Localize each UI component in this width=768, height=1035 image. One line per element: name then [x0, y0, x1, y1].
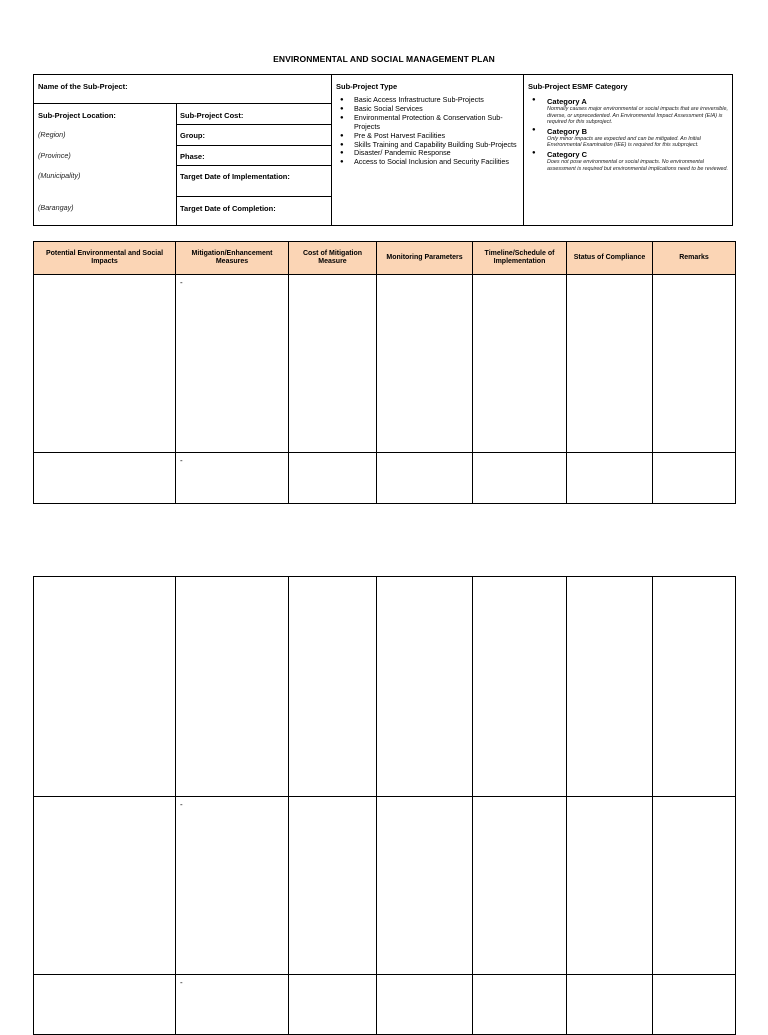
table-cell[interactable]: [377, 453, 473, 504]
phase-label: Phase:: [180, 152, 205, 161]
category-c-name: ● Category C: [547, 149, 588, 159]
table-row: [34, 577, 736, 797]
table-cell[interactable]: [377, 975, 473, 1035]
table-cell[interactable]: [473, 797, 567, 975]
list-item: ● Skills Training and Capability Building Sub-Projects: [338, 141, 522, 150]
subproject-name-label: Name of the Sub-Project:: [38, 82, 128, 91]
table-cell[interactable]: [34, 275, 176, 453]
table-cell[interactable]: [377, 797, 473, 975]
table-cell[interactable]: [34, 577, 176, 797]
subproject-location-label: Sub-Project Location:: [38, 111, 116, 120]
table-cell[interactable]: [567, 453, 653, 504]
list-item: ● Pre & Post Harvest Facilities: [338, 132, 522, 141]
table-cell[interactable]: [176, 275, 289, 453]
table-cell[interactable]: [653, 577, 736, 797]
table-cell[interactable]: [473, 577, 567, 797]
table-cell[interactable]: [653, 975, 736, 1035]
table-header-row: [34, 242, 736, 275]
table-cell[interactable]: [653, 275, 736, 453]
table-cell[interactable]: [377, 275, 473, 453]
document-title: ENVIRONMENTAL AND SOCIAL MANAGEMENT PLAN: [273, 54, 495, 64]
column-header-timeline: Timeline/Schedule of Implementation: [473, 242, 567, 275]
esmp-continuation-table: [33, 576, 736, 1035]
table-row: [34, 797, 736, 975]
table-cell[interactable]: [289, 275, 377, 453]
dash-mark: -: [180, 278, 183, 287]
divider: [176, 165, 331, 166]
dash-mark: -: [180, 456, 183, 465]
table-cell[interactable]: [567, 975, 653, 1035]
column-header-monitoring: Monitoring Parameters: [377, 242, 473, 275]
table-cell[interactable]: [567, 275, 653, 453]
province-field: (Province): [38, 151, 71, 160]
table-cell[interactable]: [473, 275, 567, 453]
table-cell[interactable]: [567, 577, 653, 797]
target-completion-label: Target Date of Completion:: [180, 204, 276, 213]
column-header-remarks: Remarks: [653, 242, 736, 275]
subproject-header-box: [33, 74, 733, 226]
table-cell[interactable]: [473, 975, 567, 1035]
barangay-field: (Barangay): [38, 203, 74, 212]
list-item: ● Access to Social Inclusion and Security Facilities: [338, 158, 522, 167]
divider: [176, 103, 177, 225]
table-row: [34, 975, 736, 1035]
column-header-mitigation: Mitigation/Enhancement Measures: [176, 242, 289, 275]
table-row: [34, 453, 736, 504]
table-cell[interactable]: [34, 453, 176, 504]
list-item: [528, 127, 728, 149]
table-cell[interactable]: [653, 453, 736, 504]
category-a-name: ● Category A: [547, 97, 587, 106]
divider: [331, 75, 332, 225]
divider: [176, 124, 331, 125]
dash-mark: -: [180, 978, 183, 987]
category-b-description: Only minor impacts are expected and can be mitigated. An Initial Environmental Examination (IEE) is required for this subproject.: [547, 135, 701, 149]
group-label: Group:: [180, 131, 205, 140]
table-cell[interactable]: [289, 975, 377, 1035]
table-row: [34, 275, 736, 453]
table-cell[interactable]: [176, 577, 289, 797]
list-item: [528, 97, 728, 126]
list-item: ● Basic Access Infrastructure Sub-Projects: [338, 96, 522, 105]
column-header-impacts: Potential Environmental and Social Impacts: [34, 242, 176, 275]
dash-mark: -: [180, 800, 183, 809]
list-item: ● Basic Social Services: [338, 105, 522, 114]
list-item: [528, 150, 728, 172]
column-header-status: Status of Compliance: [567, 242, 653, 275]
table-cell[interactable]: [377, 577, 473, 797]
table-cell[interactable]: [34, 975, 176, 1035]
table-cell[interactable]: [289, 453, 377, 504]
region-field: (Region): [38, 130, 66, 139]
table-cell[interactable]: [473, 453, 567, 504]
esmf-category-list: [528, 97, 728, 173]
divider: [176, 196, 331, 197]
subproject-type-list: [338, 96, 522, 167]
table-cell[interactable]: [289, 577, 377, 797]
subproject-type-label: Sub-Project Type: [336, 82, 398, 91]
divider: [34, 103, 331, 104]
list-item: ● Disaster/ Pandemic Response: [338, 149, 522, 158]
divider: [176, 145, 331, 146]
table-cell[interactable]: [176, 975, 289, 1035]
table-cell[interactable]: [176, 797, 289, 975]
subproject-cost-label: Sub-Project Cost:: [180, 111, 244, 120]
table-cell[interactable]: [567, 797, 653, 975]
category-a-description: Normally causes major environmental or social impacts that are irreversible, diverse, or unprecedented. An Environmental Impact Assessment (EIA) is required for this subproject.: [547, 106, 728, 126]
category-c-description: Does not pose environmental or social impacts. No environmental assessment is required but environmental implications need to be reviewed.: [547, 158, 728, 172]
esmf-category-label: Sub-Project ESMF Category: [528, 82, 628, 91]
table-cell[interactable]: [176, 453, 289, 504]
esmp-table: [33, 241, 736, 504]
list-item: ● Environmental Protection & Conservation Sub-Projects: [338, 114, 522, 132]
table-cell[interactable]: [653, 797, 736, 975]
table-cell[interactable]: [34, 797, 176, 975]
category-b-name: ● Category B: [547, 126, 588, 136]
column-header-cost: Cost of Mitigation Measure: [289, 242, 377, 275]
table-cell[interactable]: [289, 797, 377, 975]
municipality-field: (Municipality): [38, 171, 81, 180]
target-implementation-label: Target Date of Implementation:: [180, 172, 290, 181]
divider: [523, 75, 524, 225]
